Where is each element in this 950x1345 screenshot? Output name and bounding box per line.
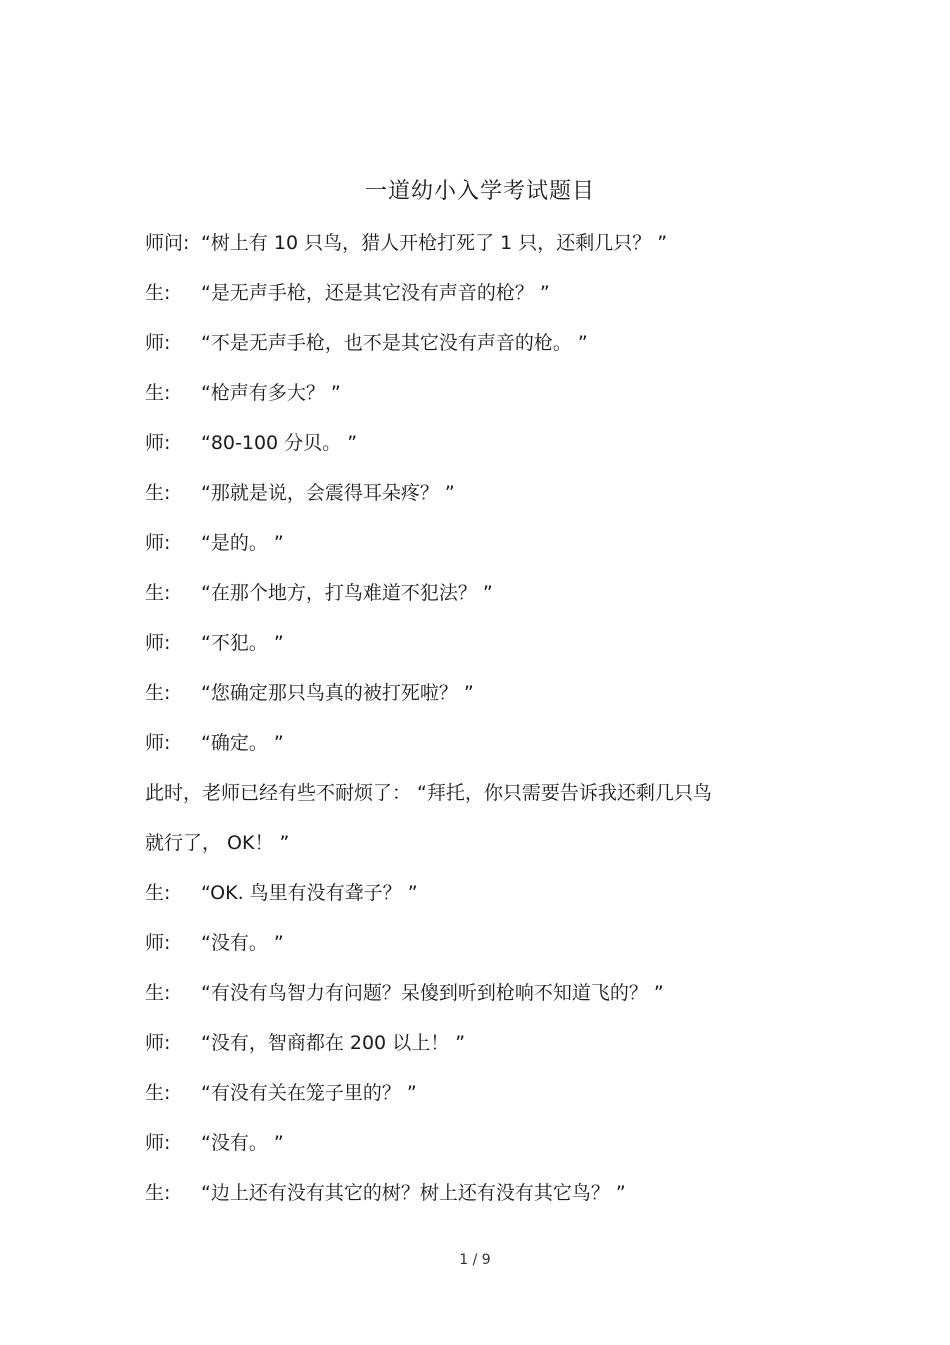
speaker-label: 师问: [145, 232, 190, 254]
dialogue-line [145, 626, 805, 676]
dialogue-text: “确定。 ” [201, 732, 284, 754]
speaker-label: 师: [145, 332, 171, 354]
speaker-label: 师: [145, 1132, 171, 1154]
dialogue-line [145, 376, 805, 426]
dialogue-text: “不是无声手枪，也不是其它没有声音的枪。 ” [201, 332, 588, 354]
dialogue-line [145, 276, 805, 326]
speaker-label: 生: [145, 382, 171, 404]
dialogue-text: “在那个地方，打鸟难道不犯法？ ” [201, 582, 493, 604]
speaker-label: 生: [145, 882, 171, 904]
narration-line [145, 776, 805, 826]
dialogue-line [145, 576, 805, 626]
dialogue-text: “有没有关在笼子里的？ ” [201, 1082, 417, 1104]
speaker-label: 师: [145, 932, 171, 954]
speaker-label: 师: [145, 732, 171, 754]
speaker-label: 生: [145, 482, 171, 504]
page-number: 1 / 9 [459, 1252, 491, 1268]
dialogue-text: “OK. 鸟里有没有聋子？ ” [201, 882, 418, 904]
speaker-label: 生: [145, 1082, 171, 1104]
narration-line [145, 826, 805, 876]
dialogue-text: “没有，智商都在 200 以上！ ” [201, 1032, 466, 1054]
dialogue-text: “有没有鸟智力有问题？呆傻到听到枪响不知道飞的？ ” [201, 982, 664, 1004]
dialogue-text: “树上有 10 只鸟，猎人开枪打死了 1 只，还剩几只？ ” [201, 232, 668, 254]
dialogue-text: “那就是说，会震得耳朵疼？ ” [201, 482, 455, 504]
dialogue-line [145, 926, 805, 976]
dialogue-line [145, 526, 805, 576]
dialogue-text: “枪声有多大？ ” [201, 382, 341, 404]
dialogue-text: “边上还有没有其它的树？树上还有没有其它鸟？ ” [201, 1182, 626, 1204]
dialogue-line [145, 676, 805, 726]
dialogue-line [145, 1176, 805, 1226]
dialogue-text: “是的。 ” [201, 532, 284, 554]
dialogue-text: “80-100 分贝。 ” [201, 432, 358, 454]
dialogue-text: “不犯。 ” [201, 632, 284, 654]
dialogue-line [145, 226, 805, 276]
speaker-label: 师: [145, 632, 171, 654]
speaker-label: 师: [145, 432, 171, 454]
dialogue-text: “没有。 ” [201, 1132, 284, 1154]
speaker-label: 生: [145, 582, 171, 604]
dialogue-text: “是无声手枪，还是其它没有声音的枪？ ” [201, 282, 550, 304]
dialogue-line [145, 726, 805, 776]
dialogue-text: “没有。 ” [201, 932, 284, 954]
dialogue-line [145, 426, 805, 476]
speaker-label: 生: [145, 1182, 171, 1204]
dialogue-line [145, 1026, 805, 1076]
dialogue-line [145, 326, 805, 376]
dialogue-list [145, 226, 805, 1226]
speaker-label: 生: [145, 682, 171, 704]
dialogue-line [145, 1126, 805, 1176]
dialogue-line [145, 976, 805, 1026]
dialogue-line [145, 876, 805, 926]
narration-text: 就行了， OK！ ” [145, 832, 290, 854]
speaker-label: 生: [145, 282, 171, 304]
document-title: 一道幼小入学考试题目 [364, 179, 595, 204]
speaker-label: 师: [145, 532, 171, 554]
speaker-label: 生: [145, 982, 171, 1004]
dialogue-line [145, 476, 805, 526]
speaker-label: 师: [145, 1032, 171, 1054]
dialogue-text: “您确定那只鸟真的被打死啦？ ” [201, 682, 474, 704]
narration-text: 此时，老师已经有些不耐烦了： “拜托，你只需要告诉我还剩几只鸟 [145, 782, 712, 804]
dialogue-line [145, 1076, 805, 1126]
